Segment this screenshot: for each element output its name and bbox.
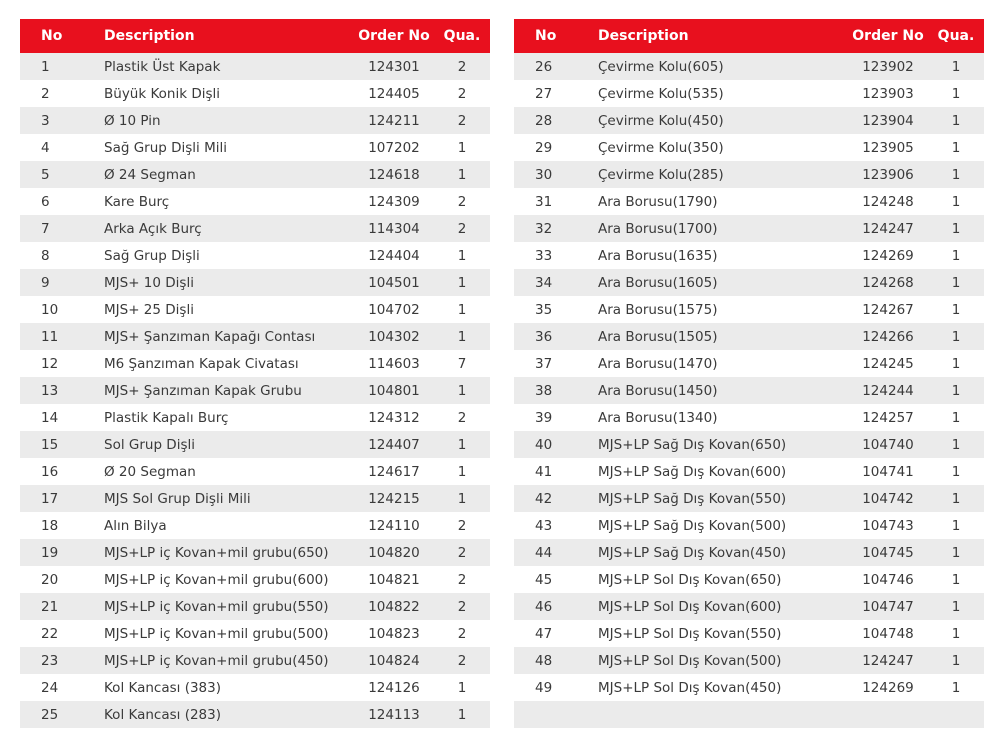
table-row bbox=[514, 647, 984, 674]
cell-description: Arka Açık Burç bbox=[104, 220, 202, 237]
cell-no: 6 bbox=[41, 193, 50, 210]
cell-description: MJS+LP Sol Dış Kovan(650) bbox=[598, 571, 782, 588]
header-order-no: Order No bbox=[358, 28, 430, 44]
cell-quantity: 7 bbox=[457, 355, 467, 372]
cell-order-no: 104748 bbox=[862, 625, 914, 642]
cell-order-no: 123902 bbox=[862, 58, 914, 75]
cell-order-no: 104745 bbox=[862, 544, 914, 561]
table-row bbox=[514, 539, 984, 566]
table-row bbox=[514, 485, 984, 512]
cell-order-no: 124617 bbox=[368, 463, 420, 480]
cell-no: 15 bbox=[41, 436, 59, 453]
cell-quantity: 1 bbox=[951, 328, 961, 345]
cell-quantity: 1 bbox=[951, 301, 961, 318]
cell-order-no: 124301 bbox=[368, 58, 420, 75]
cell-no bbox=[514, 701, 598, 728]
table-row bbox=[20, 296, 490, 323]
cell-no: 16 bbox=[41, 463, 59, 480]
table-row bbox=[514, 161, 984, 188]
cell-quantity: 2 bbox=[457, 220, 467, 237]
table-row bbox=[514, 242, 984, 269]
cell-description: Çevirme Kolu(285) bbox=[598, 166, 724, 183]
table-row bbox=[20, 188, 490, 215]
cell-description: Sol Grup Dişli bbox=[104, 436, 195, 453]
cell-no: 45 bbox=[535, 571, 553, 588]
table-row bbox=[20, 539, 490, 566]
table-row bbox=[20, 512, 490, 539]
cell-order-no: 104740 bbox=[862, 436, 914, 453]
table-row bbox=[20, 485, 490, 512]
cell-order-no: 124312 bbox=[368, 409, 420, 426]
table-row bbox=[20, 107, 490, 134]
cell-no: 4 bbox=[41, 139, 50, 156]
table-row bbox=[514, 593, 984, 620]
cell-no: 3 bbox=[41, 112, 50, 129]
table-row bbox=[514, 350, 984, 377]
table-row bbox=[20, 53, 490, 80]
cell-order-no: 124269 bbox=[862, 679, 914, 696]
cell-order-no: 104746 bbox=[862, 571, 914, 588]
table-row bbox=[20, 566, 490, 593]
table-row bbox=[514, 431, 984, 458]
cell-no: 43 bbox=[535, 517, 553, 534]
cell-description: MJS+ 25 Dişli bbox=[104, 301, 194, 318]
cell-no: 25 bbox=[41, 706, 59, 723]
cell-no: 36 bbox=[535, 328, 553, 345]
cell-quantity: 1 bbox=[951, 463, 961, 480]
cell-no: 10 bbox=[41, 301, 59, 318]
table-row bbox=[20, 242, 490, 269]
cell-order-no: 114603 bbox=[368, 355, 420, 372]
cell-description: Sağ Grup Dişli Mili bbox=[104, 139, 228, 156]
cell-order-no: 104742 bbox=[862, 490, 914, 507]
cell-quantity: 1 bbox=[951, 112, 961, 129]
cell-description: Kol Kancası (283) bbox=[104, 706, 221, 723]
cell-quantity: 2 bbox=[457, 58, 467, 75]
cell-order-no: 124211 bbox=[368, 112, 420, 129]
cell-quantity: 2 bbox=[457, 571, 467, 588]
cell-description: MJS+LP Sağ Dış Kovan(600) bbox=[598, 463, 787, 480]
table-row bbox=[20, 323, 490, 350]
header-order-no: Order No bbox=[852, 28, 924, 44]
cell-no: 12 bbox=[41, 355, 59, 372]
cell-quantity: 1 bbox=[951, 652, 961, 669]
right-parts-table-panel bbox=[514, 19, 984, 728]
cell-description: Çevirme Kolu(450) bbox=[598, 112, 724, 129]
cell-description: Plastik Kapalı Burç bbox=[104, 409, 229, 426]
cell-description: Büyük Konik Dişli bbox=[104, 85, 221, 102]
cell-description: MJS Sol Grup Dişli Mili bbox=[104, 490, 251, 507]
cell-description: Çevirme Kolu(350) bbox=[598, 139, 724, 156]
header-quantity: Qua. bbox=[937, 28, 975, 44]
cell-quantity: 1 bbox=[951, 193, 961, 210]
cell-no: 35 bbox=[535, 301, 553, 318]
table-row bbox=[514, 296, 984, 323]
cell-description: MJS+LP iç Kovan+mil grubu(450) bbox=[104, 652, 329, 669]
cell-no: 28 bbox=[535, 112, 553, 129]
table-row bbox=[20, 593, 490, 620]
cell-order-no: 124247 bbox=[862, 220, 914, 237]
table-row bbox=[20, 269, 490, 296]
table-row bbox=[514, 377, 984, 404]
cell-no: 30 bbox=[535, 166, 553, 183]
cell-quantity: 1 bbox=[457, 139, 467, 156]
cell-description: MJS+LP iç Kovan+mil grubu(550) bbox=[104, 598, 329, 615]
cell-description: MJS+LP Sol Dış Kovan(550) bbox=[598, 625, 782, 642]
cell-quantity: 1 bbox=[951, 274, 961, 291]
cell-no: 31 bbox=[535, 193, 553, 210]
cell-order-no: 123904 bbox=[862, 112, 914, 129]
cell-order-no: 104820 bbox=[368, 544, 420, 561]
cell-quantity: 2 bbox=[457, 85, 467, 102]
cell-quantity: 1 bbox=[951, 544, 961, 561]
cell-quantity: 2 bbox=[457, 625, 467, 642]
header-quantity: Qua. bbox=[443, 28, 481, 44]
table-row bbox=[514, 404, 984, 431]
table-row bbox=[20, 674, 490, 701]
cell-quantity: 2 bbox=[457, 652, 467, 669]
cell-no: 2 bbox=[41, 85, 50, 102]
cell-description: MJS+LP iç Kovan+mil grubu(650) bbox=[104, 544, 329, 561]
cell-order-no: 124268 bbox=[862, 274, 914, 291]
parts-table-left bbox=[20, 19, 490, 728]
cell-description: Ara Borusu(1790) bbox=[598, 193, 718, 210]
cell-no: 17 bbox=[41, 490, 59, 507]
cell-description: Ara Borusu(1575) bbox=[598, 301, 718, 318]
cell-description bbox=[598, 701, 848, 728]
cell-no: 37 bbox=[535, 355, 553, 372]
cell-no: 14 bbox=[41, 409, 59, 426]
cell-order-no: 104302 bbox=[368, 328, 420, 345]
table-row bbox=[514, 566, 984, 593]
cell-description: MJS+LP Sol Dış Kovan(450) bbox=[598, 679, 782, 696]
table-row bbox=[514, 458, 984, 485]
cell-no: 49 bbox=[535, 679, 553, 696]
cell-no: 19 bbox=[41, 544, 59, 561]
cell-quantity: 1 bbox=[457, 166, 467, 183]
cell-quantity: 1 bbox=[951, 598, 961, 615]
left-parts-table-panel bbox=[20, 19, 490, 728]
cell-order-no bbox=[848, 701, 928, 728]
table-row bbox=[514, 53, 984, 80]
table-header-row bbox=[514, 19, 984, 53]
cell-order-no: 104822 bbox=[368, 598, 420, 615]
cell-quantity: 1 bbox=[951, 679, 961, 696]
cell-description: M6 Şanzıman Kapak Civatası bbox=[104, 355, 299, 372]
cell-description: Ara Borusu(1340) bbox=[598, 409, 718, 426]
cell-order-no: 124245 bbox=[862, 355, 914, 372]
cell-description: Kare Burç bbox=[104, 193, 170, 210]
cell-no: 47 bbox=[535, 625, 553, 642]
cell-quantity: 2 bbox=[457, 193, 467, 210]
header-description: Description bbox=[104, 28, 195, 44]
table-row bbox=[20, 134, 490, 161]
cell-order-no: 124247 bbox=[862, 652, 914, 669]
cell-order-no: 124257 bbox=[862, 409, 914, 426]
cell-description: Ø 20 Segman bbox=[104, 463, 196, 480]
cell-no: 39 bbox=[535, 409, 553, 426]
cell-no: 38 bbox=[535, 382, 553, 399]
cell-order-no: 123905 bbox=[862, 139, 914, 156]
cell-order-no: 123906 bbox=[862, 166, 914, 183]
cell-no: 46 bbox=[535, 598, 553, 615]
cell-description: MJS+ Şanzıman Kapağı Contası bbox=[104, 328, 316, 345]
cell-quantity: 1 bbox=[951, 436, 961, 453]
table-row bbox=[514, 620, 984, 647]
cell-order-no: 104743 bbox=[862, 517, 914, 534]
table-body-right bbox=[514, 53, 984, 728]
cell-no: 44 bbox=[535, 544, 553, 561]
cell-quantity: 2 bbox=[457, 544, 467, 561]
cell-no: 42 bbox=[535, 490, 553, 507]
cell-order-no: 114304 bbox=[368, 220, 420, 237]
cell-description: Plastik Üst Kapak bbox=[104, 58, 221, 75]
table-row bbox=[20, 350, 490, 377]
cell-order-no: 124110 bbox=[368, 517, 420, 534]
cell-quantity: 1 bbox=[951, 382, 961, 399]
cell-order-no: 124267 bbox=[862, 301, 914, 318]
cell-no: 29 bbox=[535, 139, 553, 156]
cell-order-no: 107202 bbox=[368, 139, 420, 156]
cell-no: 32 bbox=[535, 220, 553, 237]
cell-quantity: 1 bbox=[951, 85, 961, 102]
cell-order-no: 124244 bbox=[862, 382, 914, 399]
cell-no: 5 bbox=[41, 166, 50, 183]
cell-quantity: 1 bbox=[457, 382, 467, 399]
cell-no: 20 bbox=[41, 571, 59, 588]
cell-no: 8 bbox=[41, 247, 50, 264]
cell-quantity: 1 bbox=[457, 436, 467, 453]
cell-no: 7 bbox=[41, 220, 50, 237]
cell-description: Ara Borusu(1505) bbox=[598, 328, 718, 345]
cell-order-no: 104747 bbox=[862, 598, 914, 615]
cell-no: 22 bbox=[41, 625, 59, 642]
cell-no: 26 bbox=[535, 58, 553, 75]
cell-quantity bbox=[928, 701, 984, 728]
cell-description: Çevirme Kolu(535) bbox=[598, 85, 724, 102]
cell-description: MJS+LP Sol Dış Kovan(600) bbox=[598, 598, 782, 615]
cell-description: Ara Borusu(1605) bbox=[598, 274, 718, 291]
cell-quantity: 1 bbox=[951, 625, 961, 642]
cell-no: 1 bbox=[41, 58, 50, 75]
cell-description: Ø 24 Segman bbox=[104, 166, 196, 183]
table-row bbox=[20, 647, 490, 674]
table-body-left bbox=[20, 53, 490, 728]
cell-order-no: 124266 bbox=[862, 328, 914, 345]
cell-description: Ara Borusu(1470) bbox=[598, 355, 718, 372]
cell-order-no: 124407 bbox=[368, 436, 420, 453]
cell-description: MJS+LP iç Kovan+mil grubu(600) bbox=[104, 571, 329, 588]
cell-order-no: 104741 bbox=[862, 463, 914, 480]
cell-no: 33 bbox=[535, 247, 553, 264]
table-row bbox=[20, 404, 490, 431]
table-row bbox=[514, 80, 984, 107]
table-row bbox=[20, 80, 490, 107]
cell-no: 34 bbox=[535, 274, 553, 291]
cell-quantity: 2 bbox=[457, 409, 467, 426]
cell-quantity: 1 bbox=[951, 409, 961, 426]
cell-description: MJS+ Şanzıman Kapak Grubu bbox=[104, 382, 302, 399]
cell-order-no: 124618 bbox=[368, 166, 420, 183]
cell-description: MJS+LP Sağ Dış Kovan(500) bbox=[598, 517, 787, 534]
cell-no: 9 bbox=[41, 274, 50, 291]
cell-no: 11 bbox=[41, 328, 59, 345]
cell-quantity: 1 bbox=[457, 679, 467, 696]
cell-quantity: 2 bbox=[457, 598, 467, 615]
cell-description: MJS+LP Sağ Dış Kovan(550) bbox=[598, 490, 787, 507]
table-row bbox=[20, 161, 490, 188]
cell-quantity: 1 bbox=[457, 706, 467, 723]
cell-description: Ø 10 Pin bbox=[104, 112, 161, 129]
cell-no: 48 bbox=[535, 652, 553, 669]
cell-quantity: 2 bbox=[457, 112, 467, 129]
cell-quantity: 1 bbox=[951, 355, 961, 372]
table-row bbox=[514, 323, 984, 350]
cell-description: Alın Bilya bbox=[104, 517, 167, 534]
cell-description: Ara Borusu(1450) bbox=[598, 382, 718, 399]
cell-order-no: 124215 bbox=[368, 490, 420, 507]
header-description: Description bbox=[598, 28, 689, 44]
cell-order-no: 104823 bbox=[368, 625, 420, 642]
table-row bbox=[514, 269, 984, 296]
cell-description: MJS+LP Sol Dış Kovan(500) bbox=[598, 652, 782, 669]
cell-description: Çevirme Kolu(605) bbox=[598, 58, 724, 75]
cell-description: Ara Borusu(1635) bbox=[598, 247, 718, 264]
cell-quantity: 1 bbox=[457, 328, 467, 345]
table-row bbox=[514, 512, 984, 539]
cell-description: MJS+ 10 Dişli bbox=[104, 274, 194, 291]
cell-quantity: 1 bbox=[951, 247, 961, 264]
cell-quantity: 1 bbox=[951, 517, 961, 534]
cell-quantity: 1 bbox=[951, 166, 961, 183]
cell-description: Ara Borusu(1700) bbox=[598, 220, 718, 237]
cell-description: MJS+LP iç Kovan+mil grubu(500) bbox=[104, 625, 329, 642]
cell-order-no: 124248 bbox=[862, 193, 914, 210]
header-no: No bbox=[535, 28, 557, 44]
table-row bbox=[20, 458, 490, 485]
table-row bbox=[20, 215, 490, 242]
table-row bbox=[514, 107, 984, 134]
table-row bbox=[514, 188, 984, 215]
cell-no: 24 bbox=[41, 679, 59, 696]
header-no: No bbox=[41, 28, 63, 44]
cell-no: 41 bbox=[535, 463, 553, 480]
cell-order-no: 104821 bbox=[368, 571, 420, 588]
cell-no: 27 bbox=[535, 85, 553, 102]
cell-quantity: 1 bbox=[457, 274, 467, 291]
cell-order-no: 104501 bbox=[368, 274, 420, 291]
table-row bbox=[514, 134, 984, 161]
cell-no: 40 bbox=[535, 436, 553, 453]
cell-no: 23 bbox=[41, 652, 59, 669]
cell-description: MJS+LP Sağ Dış Kovan(450) bbox=[598, 544, 787, 561]
table-header-row bbox=[20, 19, 490, 53]
cell-no: 21 bbox=[41, 598, 59, 615]
cell-order-no: 124126 bbox=[368, 679, 420, 696]
cell-order-no: 124269 bbox=[862, 247, 914, 264]
table-row bbox=[514, 701, 984, 728]
table-row bbox=[20, 377, 490, 404]
cell-quantity: 1 bbox=[457, 463, 467, 480]
cell-description: Sağ Grup Dişli bbox=[104, 247, 200, 264]
cell-quantity: 1 bbox=[951, 220, 961, 237]
table-row bbox=[514, 674, 984, 701]
cell-quantity: 1 bbox=[457, 301, 467, 318]
cell-quantity: 1 bbox=[951, 58, 961, 75]
cell-quantity: 1 bbox=[951, 139, 961, 156]
cell-order-no: 104824 bbox=[368, 652, 420, 669]
cell-description: Kol Kancası (383) bbox=[104, 679, 221, 696]
cell-quantity: 1 bbox=[457, 490, 467, 507]
cell-order-no: 104801 bbox=[368, 382, 420, 399]
parts-table-right bbox=[514, 19, 984, 728]
cell-quantity: 1 bbox=[951, 571, 961, 588]
table-row bbox=[514, 215, 984, 242]
cell-description: MJS+LP Sağ Dış Kovan(650) bbox=[598, 436, 787, 453]
cell-quantity: 1 bbox=[457, 247, 467, 264]
cell-no: 18 bbox=[41, 517, 59, 534]
table-row bbox=[20, 620, 490, 647]
cell-quantity: 1 bbox=[951, 490, 961, 507]
cell-no: 13 bbox=[41, 382, 59, 399]
cell-order-no: 104702 bbox=[368, 301, 420, 318]
cell-order-no: 124113 bbox=[368, 706, 420, 723]
cell-order-no: 123903 bbox=[862, 85, 914, 102]
cell-order-no: 124404 bbox=[368, 247, 420, 264]
cell-order-no: 124309 bbox=[368, 193, 420, 210]
cell-order-no: 124405 bbox=[368, 85, 420, 102]
cell-quantity: 2 bbox=[457, 517, 467, 534]
table-row bbox=[20, 701, 490, 728]
table-row bbox=[20, 431, 490, 458]
